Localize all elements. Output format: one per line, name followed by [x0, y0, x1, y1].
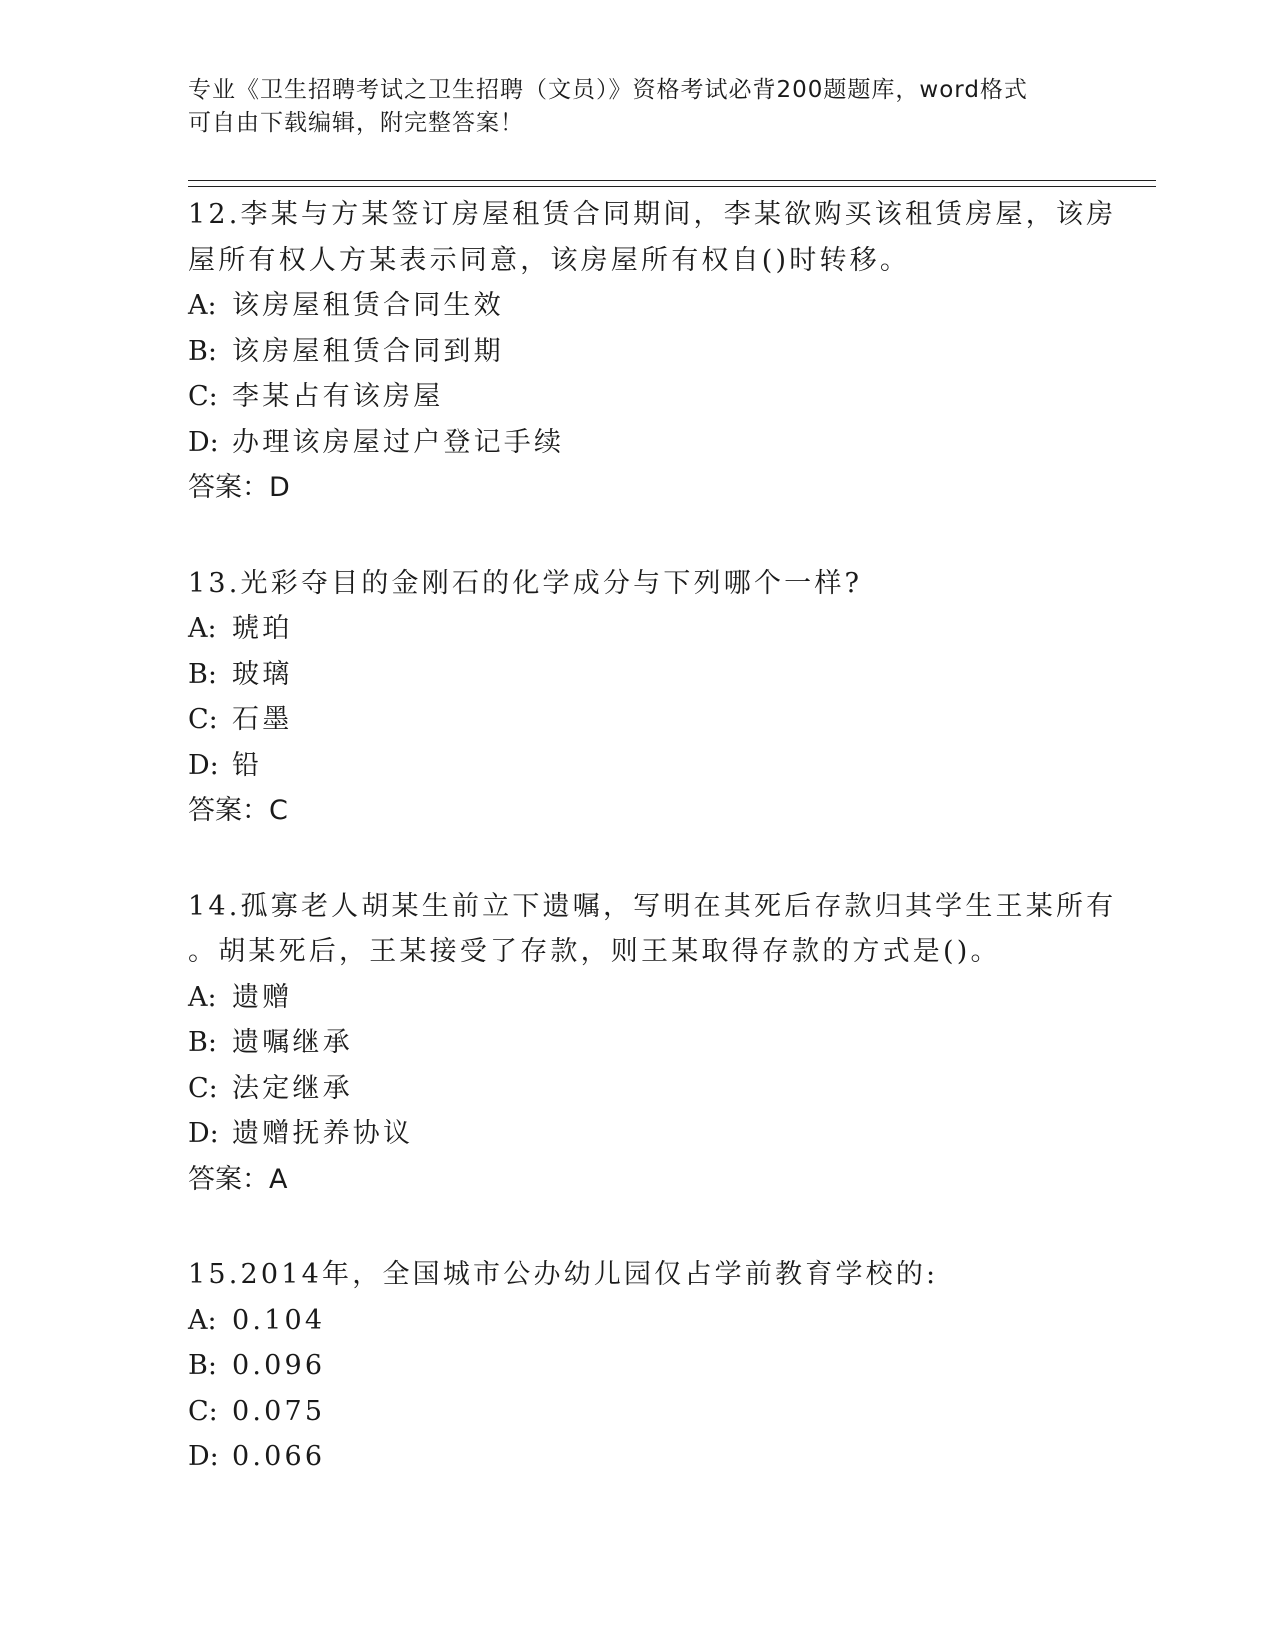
- option-a: [188, 975, 1088, 1021]
- option-a: [188, 283, 1088, 329]
- option-d: [188, 420, 1088, 466]
- answer-line: 答案：D: [188, 472, 290, 503]
- question-13: [188, 561, 1088, 834]
- option-c: [188, 697, 1088, 743]
- question-15: [188, 1252, 1088, 1480]
- option-text: 遗赠: [232, 981, 293, 1013]
- option-key: B:: [188, 1027, 217, 1058]
- option-key: C:: [188, 704, 218, 735]
- header-divider: [188, 180, 1156, 187]
- option-a: [188, 1298, 1088, 1344]
- question-stem: 屋所有权人方某表示同意，该房屋所有权自()时转移。: [188, 244, 911, 276]
- option-key: C:: [188, 1072, 218, 1104]
- option-text: 琥珀: [232, 613, 293, 644]
- option-d: [188, 743, 1088, 789]
- option-text: 石墨: [232, 704, 293, 735]
- answer-line: 答案：C: [188, 795, 288, 826]
- question-list: [188, 192, 1117, 1530]
- option-key: A:: [188, 613, 217, 644]
- option-b: [188, 1020, 1088, 1066]
- answer-line: 答案：A: [188, 1163, 288, 1195]
- option-text: 铅: [232, 749, 263, 781]
- question-stem: 13.光彩夺目的金刚石的化学成分与下列哪个一样?: [188, 567, 863, 599]
- option-c: [188, 374, 1088, 420]
- option-key: D:: [188, 749, 219, 781]
- option-d: [188, 1111, 1088, 1157]
- option-text: 0.075: [232, 1395, 326, 1427]
- option-c: [188, 1066, 1088, 1112]
- question-stem: 。胡某死后，王某接受了存款，则王某取得存款的方式是()。: [188, 936, 1001, 967]
- option-b: [188, 1343, 1088, 1389]
- header-title-line-2: 可自由下载编辑，附完整答案！: [188, 110, 524, 136]
- option-key: B:: [188, 658, 217, 690]
- option-c: [188, 1389, 1088, 1435]
- option-text: 遗嘱继承: [232, 1027, 353, 1058]
- option-key: D:: [188, 1118, 219, 1149]
- option-text: 李某占有该房屋: [232, 381, 444, 412]
- option-text: 遗赠抚养协议: [232, 1118, 414, 1149]
- option-text: 0.096: [232, 1350, 326, 1381]
- option-key: D:: [188, 426, 219, 458]
- option-text: 该房屋租赁合同到期: [232, 335, 504, 367]
- option-text: 办理该房屋过户登记手续: [232, 426, 565, 458]
- option-key: A:: [188, 290, 217, 321]
- option-key: B:: [188, 335, 217, 367]
- option-key: A:: [188, 981, 217, 1013]
- question-14: [188, 884, 1117, 1203]
- option-a: [188, 606, 1088, 652]
- option-b: [188, 652, 1088, 698]
- option-key: C:: [188, 1395, 218, 1427]
- option-b: [188, 329, 1088, 375]
- option-text: 0.066: [232, 1441, 326, 1472]
- option-key: D:: [188, 1441, 219, 1472]
- option-text: 0.104: [232, 1304, 326, 1336]
- option-text: 法定继承: [232, 1072, 353, 1104]
- question-stem: 15.2014年，全国城市公办幼儿园仅占学前教育学校的:: [188, 1259, 939, 1290]
- question-stem: 12.李某与方某签订房屋租赁合同期间，李某欲购买该租赁房屋，该房: [188, 199, 1117, 230]
- header-title-line-1: 专业《卫生招聘考试之卫生招聘（文员）》资格考试必背200题题库，word格式: [188, 77, 1028, 103]
- option-text: 玻璃: [232, 658, 293, 690]
- option-text: 该房屋租赁合同生效: [232, 290, 504, 321]
- option-key: A:: [188, 1304, 217, 1336]
- question-stem: 14.孤寡老人胡某生前立下遗嘱，写明在其死后存款归其学生王某所有: [188, 890, 1117, 922]
- option-d: [188, 1434, 1088, 1480]
- option-key: B:: [188, 1350, 217, 1381]
- option-key: C:: [188, 381, 218, 412]
- document-header: [188, 74, 1088, 140]
- question-12: [188, 192, 1117, 511]
